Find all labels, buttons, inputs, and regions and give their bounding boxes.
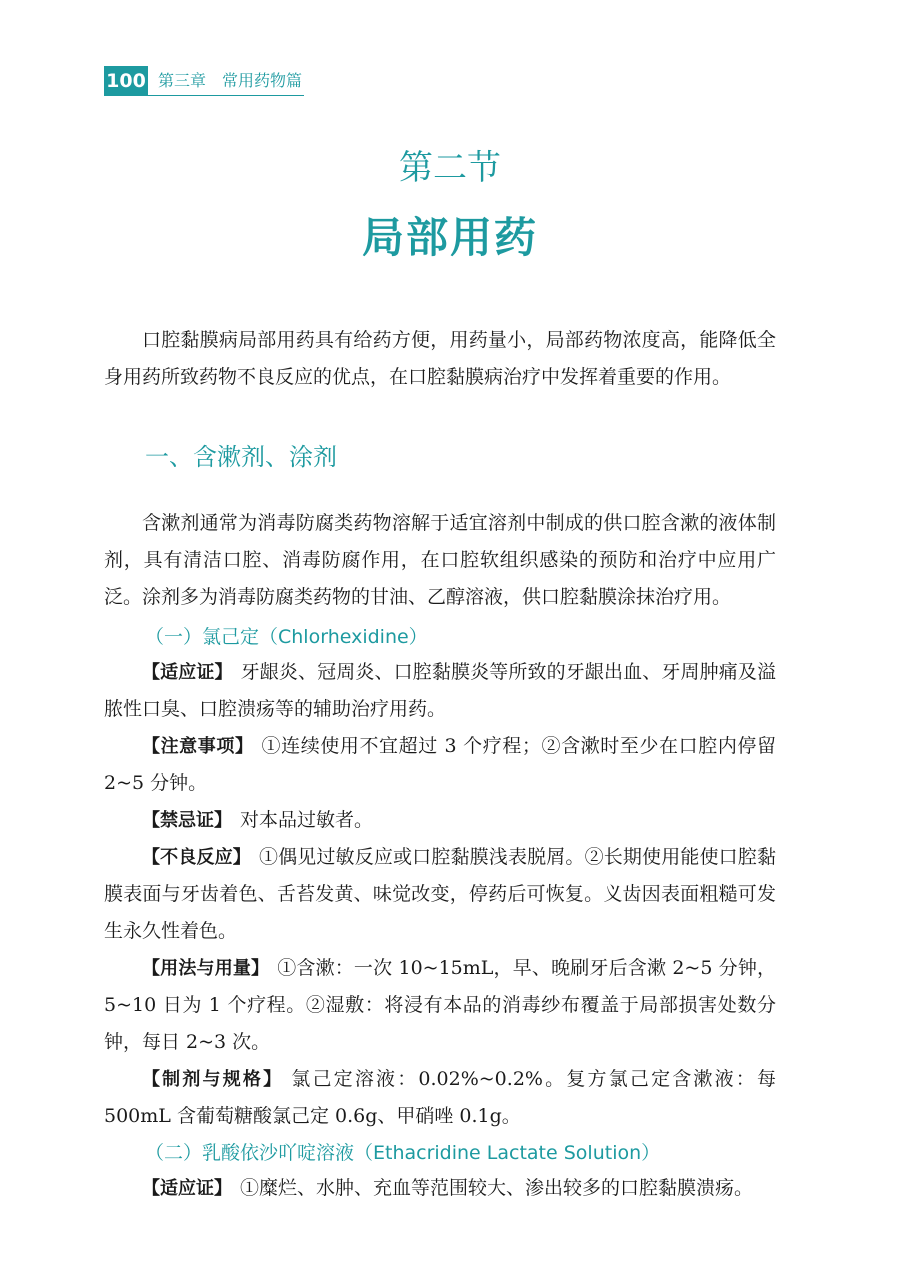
entry-tag: 【禁忌证】 xyxy=(142,810,232,831)
entry-caution xyxy=(104,728,776,802)
entry-text: ①连续使用不宜超过 3 个疗程；②含漱时至少在口腔内停留 2~5 分钟。 xyxy=(104,735,776,794)
intro-paragraph: 口腔黏膜病局部用药具有给药方便，用药量小，局部药物浓度高，能降低全身用药所致药物不良反应的优点，在口腔黏膜病治疗中发挥着重要的作用。 xyxy=(104,329,776,388)
subsection-description: 含漱剂通常为消毒防腐类药物溶解于适宜溶剂中制成的供口腔含漱的液体制剂，具有清洁口腔、消毒防腐作用，在口腔软组织感染的预防和治疗中应用广泛。涂剂多为消毒防腐类药物的甘油、乙醇溶液，供口腔黏膜涂抹治疗用。 xyxy=(104,512,776,608)
entry-text: 牙龈炎、冠周炎、口腔黏膜炎等所致的牙龈出血、牙周肿痛及溢脓性口臭、口腔溃疡等的辅助治疗用药。 xyxy=(104,661,776,720)
page-number: 100 xyxy=(104,66,148,96)
subsection-heading: 一、含漱剂、涂剂 xyxy=(145,443,337,471)
entry-text: 对本品过敏者。 xyxy=(240,809,374,831)
drug-heading-ethacridine: （二）乳酸依沙吖啶溶液（Ethacridine Lactate Solution） xyxy=(145,1142,661,1164)
entry-tag: 【制剂与规格】 xyxy=(142,1069,284,1090)
chapter-title: 第三章 常用药物篇 xyxy=(158,71,303,90)
running-header xyxy=(104,66,304,96)
entry-text: ①含漱：一次 10~15mL，早、晚刷牙后含漱 2~5 分钟，5~10 日为 1 个疗程。②湿敷：将浸有本品的消毒纱布覆盖于局部损害处数分钟，每日 2~3 次。 xyxy=(104,957,776,1053)
entry-tag: 【用法与用量】 xyxy=(142,958,270,979)
header-rule xyxy=(148,95,304,96)
entry-text: ①糜烂、水肿、充血等范围较大、渗出较多的口腔黏膜溃疡。 xyxy=(240,1177,754,1199)
entry-text: 氯己定溶液：0.02%~0.2%。复方氯己定含漱液：每 500mL 含葡萄糖酸氯己定 0.6g、甲硝唑 0.1g。 xyxy=(104,1068,776,1127)
entry-tag: 【注意事项】 xyxy=(142,736,254,757)
entry-indication xyxy=(104,1170,776,1207)
entry-contraindication xyxy=(104,802,776,839)
entry-text: ①偶见过敏反应或口腔黏膜浅表脱屑。②长期使用能使口腔黏膜表面与牙齿着色、舌苔发黄、味觉改变，停药后可恢复。义齿因表面粗糙可发生永久性着色。 xyxy=(104,846,776,942)
entry-usage-dosage xyxy=(104,950,776,1061)
entry-tag: 【不良反应】 xyxy=(142,847,251,868)
entry-adverse-reaction xyxy=(104,839,776,950)
entry-tag: 【适应证】 xyxy=(142,1178,232,1199)
section-number: 第二节 xyxy=(399,148,501,188)
section-title: 局部用药 xyxy=(361,213,538,262)
entry-preparation-spec xyxy=(104,1061,776,1135)
entry-tag: 【适应证】 xyxy=(142,662,233,683)
entry-indication xyxy=(104,654,776,728)
drug-heading-chlorhexidine: （一）氯己定（Chlorhexidine） xyxy=(145,626,428,648)
